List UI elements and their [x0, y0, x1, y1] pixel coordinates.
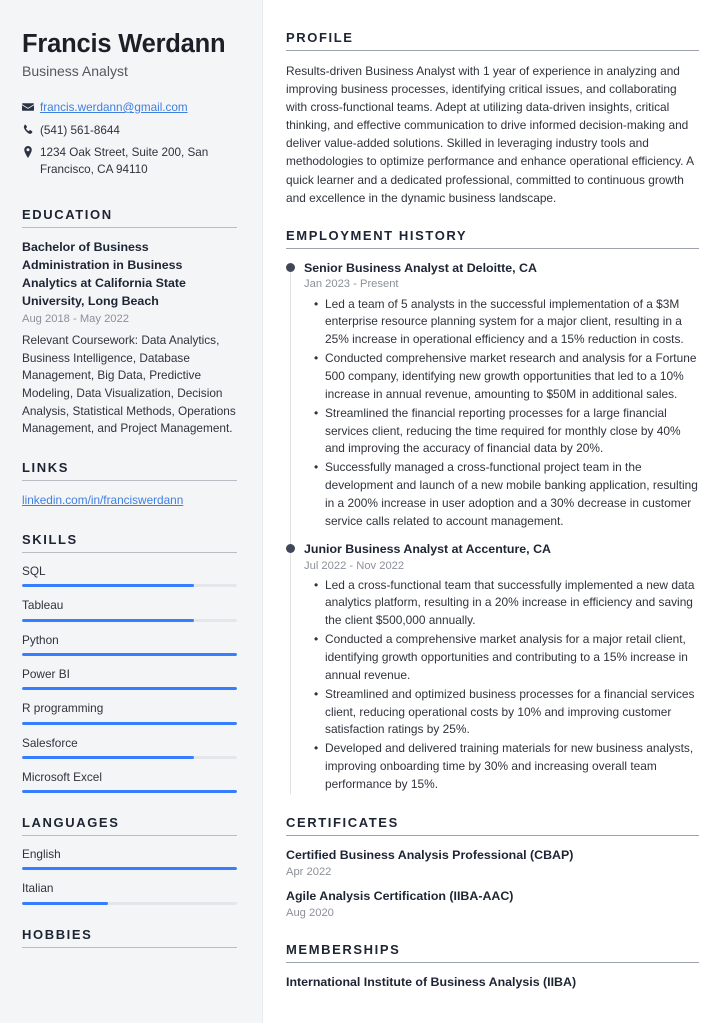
- language-level-track: [22, 902, 237, 905]
- language-level-track: [22, 867, 237, 870]
- contact-address-value: 1234 Oak Street, Suite 200, San Francisco, CA 94110: [40, 146, 209, 176]
- section-title-links: LINKS: [22, 460, 69, 476]
- section-divider: [22, 835, 237, 836]
- section-title-education: EDUCATION: [22, 206, 113, 222]
- employment-date: Jul 2022 - Nov 2022: [304, 559, 405, 572]
- section-certificates: [286, 815, 699, 921]
- section-memberships: [286, 942, 699, 991]
- education-date: Aug 2018 - May 2022: [22, 313, 129, 326]
- skill-label: Salesforce: [22, 735, 78, 750]
- main-content: [263, 0, 724, 1023]
- skill-level-fill: [22, 687, 237, 690]
- section-title-languages: LANGUAGES: [22, 815, 120, 831]
- bullet-item: • Streamlined and optimized business processes for a financial services client, reducing operational costs by 10% and improving customer satisfaction ratings by 25%.: [325, 686, 699, 740]
- membership-name: International Institute of Business Analysis (IIBA): [286, 974, 577, 989]
- skill-item: [22, 667, 237, 690]
- sidebar: [0, 0, 263, 1023]
- section-title-employment: EMPLOYMENT HISTORY: [286, 227, 468, 243]
- education-degree: Bachelor of Business Administration in Business Analytics at California State University, Long Beach: [22, 239, 186, 308]
- skill-level-track: [22, 790, 237, 793]
- skill-label: Python: [22, 632, 59, 647]
- skill-level-fill: [22, 653, 237, 656]
- contact-address: [22, 145, 237, 178]
- section-divider: [286, 962, 699, 963]
- phone-icon: [22, 123, 40, 136]
- section-title-profile: PROFILE: [286, 30, 354, 45]
- contact-email: [22, 100, 237, 117]
- contact-email-value: [40, 100, 237, 117]
- skill-level-fill: [22, 619, 194, 622]
- section-title-memberships: MEMBERSHIPS: [286, 941, 401, 957]
- employment-title: Junior Business Analyst at Accenture, CA: [304, 541, 551, 556]
- timeline-dot-icon: [286, 544, 295, 553]
- skill-level-track: [22, 584, 237, 587]
- language-level-fill: [22, 867, 237, 870]
- section-title-hobbies: HOBBIES: [22, 926, 93, 942]
- bullet-item: • Streamlined the financial reporting processes for a large financial services client, reducing the time required for monthly close by 40% and improving the accuracy of financial data by 20%.: [325, 405, 699, 459]
- language-item: [22, 881, 237, 904]
- page-title: Francis Werdann: [22, 30, 226, 58]
- section-divider: [22, 480, 237, 481]
- contact-list: [22, 100, 237, 178]
- certificate-entry: [286, 847, 699, 879]
- bullet-item: • Led a team of 5 analysts in the successful implementation of a $3M enterprise resource planning system for a major client, resulting in a 25% increase in operational efficiency and a 15% reduction in costs.: [325, 296, 699, 350]
- email-link[interactable]: francis.werdann@gmail.com: [40, 101, 188, 115]
- certificate-date: Apr 2022: [286, 865, 332, 878]
- section-profile: [286, 30, 699, 207]
- employment-timeline: [286, 260, 699, 794]
- language-level-fill: [22, 902, 108, 905]
- section-title-certificates: CERTIFICATES: [286, 814, 399, 830]
- skill-label: R programming: [22, 701, 104, 716]
- skill-level-track: [22, 756, 237, 759]
- links-list: [22, 492, 237, 510]
- certificate-name: Certified Business Analysis Professional (CBAP): [286, 847, 574, 862]
- skill-level-fill: [22, 790, 237, 793]
- timeline-dot-icon: [286, 263, 295, 272]
- skill-label: SQL: [22, 563, 46, 578]
- section-skills: [22, 532, 237, 793]
- employment-entry: [286, 541, 699, 794]
- skill-item: [22, 736, 237, 759]
- certificate-entry: [286, 888, 699, 920]
- bullet-item: • Developed and delivered training materials for new business analysts, improving onboarding time by 30% and increasing overall team performance by 15%.: [325, 740, 699, 794]
- section-languages: [22, 815, 237, 905]
- employment-entry: [286, 260, 699, 531]
- education-description: Relevant Coursework: Data Analytics, Business Intelligence, Database Management, Big Data, Predictive Modeling, Data Visualization, Decision Analysis, Statistical Methods, Operations Management, and Project Management.: [22, 333, 236, 436]
- section-hobbies: [22, 927, 237, 948]
- section-divider: [22, 947, 237, 948]
- skill-level-fill: [22, 756, 194, 759]
- skill-item: [22, 564, 237, 587]
- certificate-date: Aug 2020: [286, 906, 334, 919]
- employment-bullets: [304, 577, 699, 794]
- candidate-job-title: Business Analyst: [22, 63, 128, 80]
- skill-item: [22, 598, 237, 621]
- map-pin-icon: [22, 145, 40, 158]
- certificate-name: Agile Analysis Certification (IIBA-AAC): [286, 889, 514, 904]
- section-links: [22, 460, 237, 510]
- section-divider: [22, 227, 237, 228]
- section-divider: [286, 50, 699, 51]
- bullet-item: • Successfully managed a cross-functional project team in the development and launch of a new mobile banking application, resulting in a 200% increase in user adoption and a 30% decrease in customer service calls related to account management.: [325, 459, 699, 530]
- skill-item: [22, 701, 237, 724]
- bullet-item: • Led a cross-functional team that successfully implemented a new data analytics platform, resulting in a 20% increase in efficiency and saving the client $500,000 annually.: [325, 577, 699, 631]
- skill-level-track: [22, 653, 237, 656]
- skill-label: Microsoft Excel: [22, 769, 102, 784]
- envelope-icon: [22, 100, 40, 113]
- skill-level-track: [22, 722, 237, 725]
- skill-level-track: [22, 619, 237, 622]
- skill-level-fill: [22, 722, 237, 725]
- language-item: [22, 847, 237, 870]
- contact-phone: [22, 123, 237, 140]
- section-education: [22, 207, 237, 439]
- skill-item: [22, 633, 237, 656]
- section-divider: [286, 835, 699, 836]
- skill-level-fill: [22, 584, 194, 587]
- skill-item: [22, 770, 237, 793]
- skill-level-track: [22, 687, 237, 690]
- profile-text: Results-driven Business Analyst with 1 year of experience in analyzing and improving business processes, identifying critical issues, and collaborating with cross-functional teams. Adept at utilizing data-driven insights, critical thinking, and effective communication to drive informed decision-making and deliver value-added solutions. Skilled in leveraging industry tools and methodologies to optimize performance and enhance operational efficiency. A quick learner and a dedicated professional, committed to continuous growth and excellence in the dynamic business landscape.: [286, 64, 694, 205]
- contact-phone-value: (541) 561-8644: [40, 123, 120, 137]
- employment-title: Senior Business Analyst at Deloitte, CA: [304, 260, 537, 275]
- section-divider: [22, 552, 237, 553]
- bullet-item: • Conducted comprehensive market research and analysis for a Fortune 500 company, identifying new growth opportunities that led to a 10% increase in annual revenue, amounting to $50M in additional sales.: [325, 350, 699, 404]
- skill-label: Power BI: [22, 666, 70, 681]
- section-divider: [286, 248, 699, 249]
- linkedin-link[interactable]: linkedin.com/in/franciswerdann: [22, 493, 184, 508]
- language-label: Italian: [22, 881, 54, 896]
- bullet-item: • Conducted a comprehensive market analysis for a major retail client, identifying growth opportunities and contributing to a 15% increase in annual revenue.: [325, 631, 699, 685]
- section-employment-history: [286, 228, 699, 794]
- section-title-skills: SKILLS: [22, 531, 78, 547]
- language-label: English: [22, 847, 61, 862]
- employment-bullets: [304, 296, 699, 531]
- skill-label: Tableau: [22, 598, 64, 613]
- employment-date: Jan 2023 - Present: [304, 278, 399, 291]
